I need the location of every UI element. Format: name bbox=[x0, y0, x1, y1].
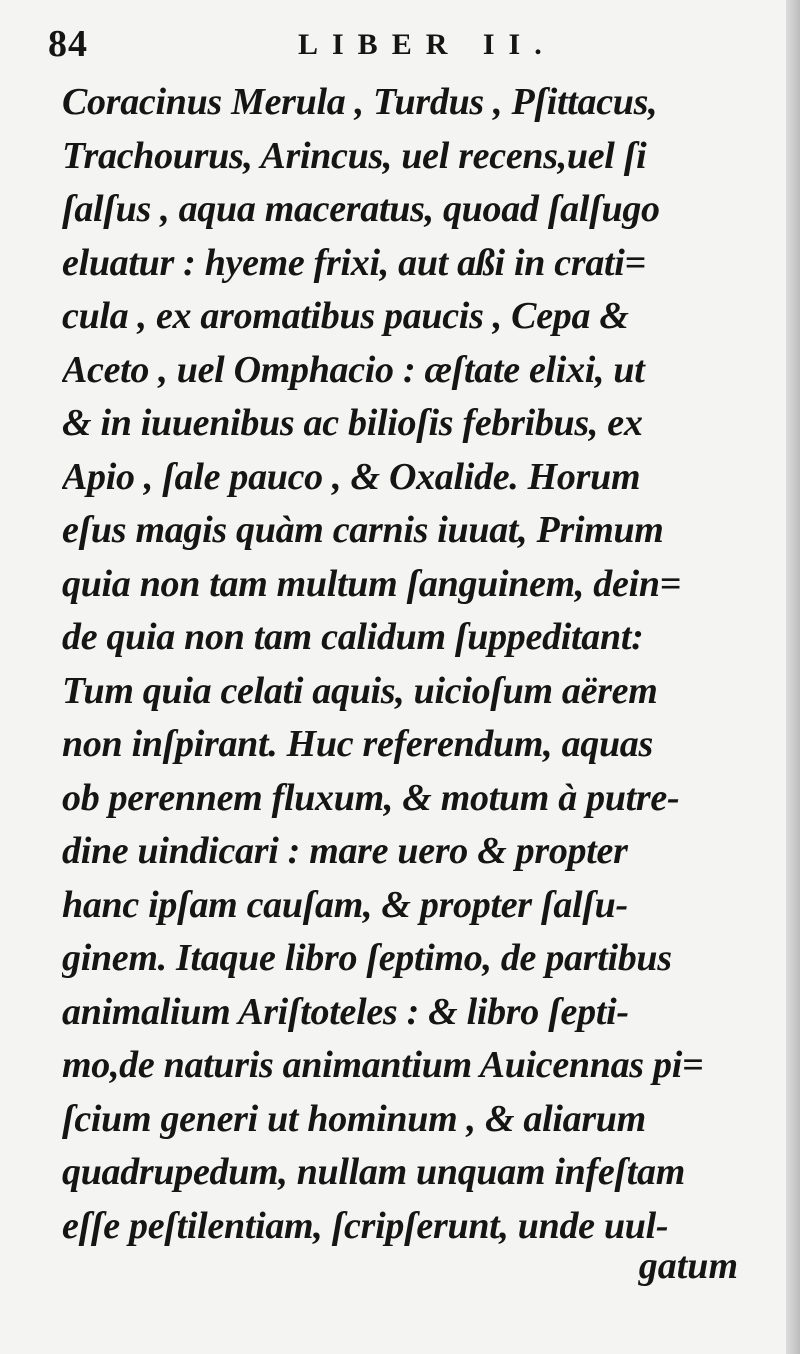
text-line: Trachourus, Arincus, uel recens,uel ſi bbox=[62, 134, 647, 177]
text-line: Aceto , uel Omphacio : æſtate elixi, ut bbox=[62, 348, 645, 391]
text-line: animalium Ariſtoteles : & libro ſepti- bbox=[62, 990, 629, 1033]
text-line: non inſpirant. Huc referendum, aquas bbox=[62, 723, 653, 765]
text-line: ob perennem fluxum, & motum à putre- bbox=[62, 776, 680, 819]
text-line: cula , ex aromatibus paucis , Cepa & bbox=[62, 295, 629, 337]
page-number: 84 bbox=[48, 23, 88, 65]
text-line: Coracinus Merula , Turdus , Pſittacus, bbox=[62, 81, 658, 123]
body-text bbox=[62, 76, 752, 1253]
text-line: ſcium generi ut hominum , & aliarum bbox=[62, 1097, 646, 1140]
text-line: ginem. Itaque libro ſeptimo, de partibus bbox=[62, 937, 672, 979]
text-line: quadrupedum, nullam unquam infeſtam bbox=[62, 1151, 685, 1193]
page-header bbox=[48, 22, 608, 72]
text-line: quia non tam multum ſanguinem, dein= bbox=[62, 562, 682, 605]
text-line: ſalſus , aqua maceratus, quoad ſalſugo bbox=[62, 188, 660, 230]
text-line: de quia non tam calidum ſuppeditant: bbox=[62, 616, 644, 658]
catchword: gatum bbox=[638, 1245, 738, 1287]
text-line: eluatur : hyeme frixi, aut aßi in crati= bbox=[62, 241, 646, 284]
text-line: Apio , ſale pauco , & Oxalide. Horum bbox=[62, 455, 641, 498]
text-line: Tum quia celati aquis, uicioſum aërem bbox=[62, 669, 658, 712]
text-line: hanc ipſam cauſam, & propter ſalſu- bbox=[62, 883, 628, 926]
text-line: mo,de naturis animantium Auicennas pi= bbox=[62, 1044, 704, 1086]
text-line: dine uindicari : mare uero & propter bbox=[62, 830, 628, 872]
running-head: LIBER II. bbox=[298, 28, 556, 61]
text-line: eſſe peſtilentiam, ſcripſerunt, unde uul- bbox=[62, 1204, 669, 1247]
text-line: eſus magis quàm carnis iuuat, Primum bbox=[62, 509, 664, 551]
text-line: & in iuuenibus ac bilioſis febribus, ex bbox=[62, 402, 643, 444]
